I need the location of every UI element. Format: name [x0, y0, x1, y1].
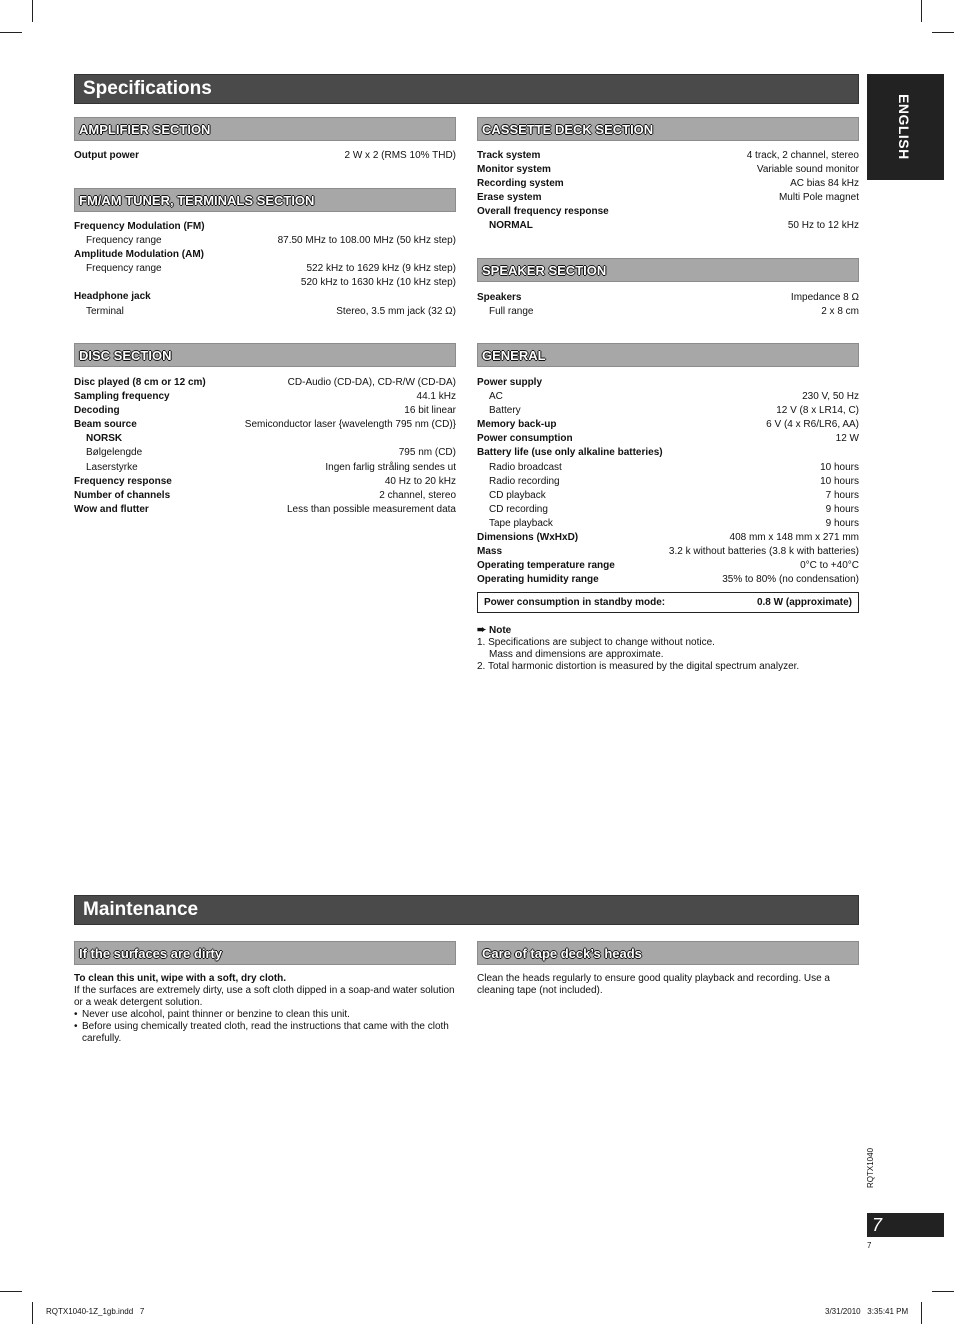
page-number-small: 7: [867, 1241, 872, 1250]
spec-label: Monitor system: [477, 164, 551, 176]
note-title: Note: [489, 625, 512, 636]
spec-label: Recording system: [477, 178, 564, 190]
note-line: 1. Specifications are subject to change without notice.: [477, 637, 715, 648]
spec-row: [477, 446, 859, 460]
spec-label: Number of channels: [74, 489, 171, 501]
spec-value: Stereo, 3.5 mm jack (32 Ω): [336, 305, 456, 317]
spec-label: Mass: [477, 546, 503, 558]
spec-label: Operating temperature range: [477, 560, 615, 572]
spec-row: [74, 248, 456, 262]
spec-row: [477, 432, 859, 446]
specifications-title-bar: [74, 74, 859, 104]
spec-row: [477, 376, 859, 390]
language-tab: [867, 74, 944, 180]
spec-value: 50 Hz to 12 kHz: [787, 220, 859, 232]
spec-value: 40 Hz to 20 kHz: [384, 475, 456, 487]
spec-row: [74, 234, 456, 248]
spec-row: [477, 149, 859, 163]
page-number-box: [867, 1213, 944, 1237]
arrow-icon: ➨: [477, 624, 487, 636]
spec-value: 35% to 80% (no condensation): [722, 574, 859, 586]
document-code: RQTX1040: [866, 1147, 875, 1188]
spec-value: 0°C to +40°C: [800, 560, 859, 572]
spec-row: [477, 573, 859, 587]
tuner-section-heading: [74, 188, 456, 212]
spec-row: [74, 220, 456, 234]
section-heading-text: SPEAKER SECTION: [482, 263, 607, 278]
spec-value: 12 V (8 x LR14, C): [776, 405, 859, 417]
section-heading-text: GENERAL: [482, 348, 546, 363]
crop-mark: [932, 1291, 954, 1292]
spec-label: CD playback: [489, 489, 546, 501]
general-section-heading: [477, 343, 859, 367]
spec-value: 2 channel, stereo: [379, 489, 456, 501]
section-heading-text: Care of tape deck’s heads: [482, 946, 642, 961]
crop-mark: [932, 32, 954, 33]
spec-row: [477, 177, 859, 191]
spec-row: [74, 432, 456, 446]
spec-label: Wow and flutter: [74, 503, 149, 515]
spec-label: Speakers: [477, 292, 522, 303]
spec-row: [477, 219, 859, 233]
spec-label: AC: [489, 391, 503, 403]
tape-heads-section-heading: [477, 941, 859, 965]
spec-value: CD-Audio (CD-DA), CD-R/W (CD-DA): [287, 377, 456, 388]
section-heading-text: DISC SECTION: [79, 348, 172, 363]
spec-value: Ingen farlig stråling sendes ut: [325, 461, 456, 473]
note-line: Mass and dimensions are approximate.: [489, 649, 664, 660]
spec-label: Battery: [489, 405, 521, 417]
spec-label: Bølgelengde: [86, 447, 143, 459]
spec-label: Battery life (use only alkaline batteries): [477, 447, 663, 459]
spec-label: Sampling frequency: [74, 391, 170, 403]
spec-label: Full range: [489, 306, 534, 318]
crop-mark: [921, 1302, 922, 1324]
spec-label: Radio recording: [489, 475, 560, 487]
spec-value: 2 x 8 cm: [821, 306, 859, 318]
note-heading: [477, 624, 859, 637]
disc-section-heading: [74, 343, 456, 367]
spec-label: CD recording: [489, 503, 548, 515]
spec-label: NORMAL: [489, 220, 533, 232]
spec-value: 16 bit linear: [404, 405, 456, 417]
spec-label: Dimensions (WxHxD): [477, 532, 579, 544]
spec-row: [74, 446, 456, 460]
spec-value: 522 kHz to 1629 kHz (9 kHz step): [306, 263, 456, 275]
spec-row: [477, 559, 859, 573]
spec-label: Disc played (8 cm or 12 cm): [74, 377, 206, 388]
crop-mark: [32, 1302, 33, 1324]
spec-label: Operating humidity range: [477, 574, 599, 586]
section-heading-text: FM/AM TUNER, TERMINALS SECTION: [79, 193, 315, 208]
spec-row: [477, 517, 859, 531]
crop-mark: [32, 0, 33, 22]
amplifier-spec-list: [74, 149, 456, 163]
spec-label: Laserstyrke: [86, 461, 138, 473]
cassette-spec-list: [477, 149, 859, 234]
spec-row: [477, 205, 859, 219]
spec-label: Power consumption: [477, 433, 573, 445]
disc-spec-list: [74, 376, 456, 517]
spec-row: [477, 291, 859, 305]
spec-value: 2 W x 2 (RMS 10% THD): [344, 150, 456, 161]
spec-value: Semiconductor laser {wavelength 795 nm (CD)}: [244, 419, 456, 431]
spec-row: [74, 149, 456, 163]
tuner-spec-list: [74, 220, 456, 319]
language-label: ENGLISH: [896, 94, 912, 160]
page-title: Specifications: [83, 78, 212, 99]
spec-label: NORSK: [86, 433, 123, 445]
spec-row: [477, 418, 859, 432]
spec-row: [477, 461, 859, 475]
spec-value: Multi Pole magnet: [778, 192, 859, 204]
spec-value: Less than possible measurement data: [287, 503, 456, 515]
spec-row: [477, 404, 859, 418]
standby-label: Power consumption in standby mode:: [484, 597, 666, 608]
crop-mark: [0, 1291, 22, 1292]
note-block: [477, 624, 859, 673]
spec-label: Terminal: [86, 305, 124, 317]
spec-row: [74, 503, 456, 517]
spec-label: Decoding: [74, 405, 120, 417]
spec-value: 12 W: [835, 433, 859, 445]
list-item: • Before using chemically treated cloth, read the instructions that came with the cloth carefully.: [74, 1021, 456, 1045]
speaker-section-heading: [477, 258, 859, 282]
crop-mark: [921, 0, 922, 22]
spec-row: [477, 305, 859, 319]
spec-value: 230 V, 50 Hz: [802, 391, 859, 403]
spec-label: Headphone jack: [74, 291, 151, 303]
spec-row: [74, 461, 456, 475]
section-heading-text: CASSETTE DECK SECTION: [482, 122, 654, 137]
spec-label: Memory back-up: [477, 419, 557, 431]
spec-value: 87.50 MHz to 108.00 MHz (50 kHz step): [277, 235, 456, 247]
spec-value: 9 hours: [825, 517, 859, 529]
spec-value: 10 hours: [820, 475, 859, 487]
spec-label: Frequency range: [86, 263, 162, 275]
spec-label: Radio broadcast: [489, 461, 562, 473]
spec-label: Erase system: [477, 192, 542, 204]
spec-row: [74, 418, 456, 432]
spec-row: [74, 262, 456, 276]
standby-power-box: [477, 592, 859, 613]
spec-label: Tape playback: [489, 517, 553, 529]
spec-label: Frequency range: [86, 235, 162, 247]
list-item: • Never use alcohol, paint thinner or benzine to clean this unit.: [74, 1009, 456, 1021]
speaker-spec-list: [477, 291, 859, 319]
spec-value: AC bias 84 kHz: [790, 178, 859, 190]
spec-value: Variable sound monitor: [756, 164, 859, 176]
spec-value: 3.2 k without batteries (3.8 k with batteries): [668, 546, 859, 558]
surfaces-paragraph: If the surfaces are extremely dirty, use a soft cloth dipped in a soap-and water solution or a weak detergent solution.: [74, 985, 455, 1008]
spec-label: Output power: [74, 150, 139, 161]
spec-value: 10 hours: [820, 461, 859, 473]
tape-heads-text: Clean the heads regularly to ensure good quality playback and recording. Use a cleaning tape (not included).: [477, 973, 830, 996]
spec-row: [74, 376, 456, 390]
standby-value: 0.8 W (approximate): [756, 597, 852, 608]
spec-row: [477, 390, 859, 404]
maintenance-title-bar: [74, 895, 859, 925]
spec-label: Power supply: [477, 377, 543, 388]
spec-row: [477, 475, 859, 489]
section-heading-text: AMPLIFIER SECTION: [79, 122, 211, 137]
spec-row: [477, 531, 859, 545]
spec-label: Frequency response: [74, 475, 172, 487]
spec-row: [477, 163, 859, 177]
spec-row: [477, 489, 859, 503]
spec-value: 6 V (4 x R6/LR6, AA): [766, 419, 859, 431]
spec-value: Impedance 8 Ω: [790, 292, 859, 303]
spec-value: 795 nm (CD): [398, 447, 456, 459]
footer-filename: RQTX1040-1Z_1gb.indd 7: [46, 1307, 145, 1316]
crop-mark: [0, 32, 22, 33]
surfaces-text: [74, 973, 456, 1045]
spec-label: Amplitude Modulation (AM): [74, 249, 204, 261]
general-spec-list: [477, 376, 859, 587]
spec-label: Beam source: [74, 419, 137, 431]
spec-value: 408 mm x 148 mm x 271 mm: [729, 532, 859, 544]
surfaces-bold-line: To clean this unit, wipe with a soft, dry cloth.: [74, 973, 287, 984]
spec-value: 9 hours: [825, 503, 859, 515]
spec-row: [74, 305, 456, 319]
note-line: 2. Total harmonic distortion is measured by the digital spectrum analyzer.: [477, 661, 800, 672]
spec-value: 520 kHz to 1630 kHz (10 kHz step): [300, 277, 456, 289]
spec-value: 7 hours: [825, 489, 859, 501]
amplifier-section-heading: [74, 117, 456, 141]
spec-row: [477, 545, 859, 559]
spec-label: Track system: [477, 150, 541, 161]
footer-timestamp: 3/31/2010 3:35:41 PM: [825, 1307, 909, 1316]
spec-row: [477, 191, 859, 205]
section-heading-text: If the surfaces are dirty: [79, 946, 223, 961]
spec-row: [74, 290, 456, 304]
spec-label: Frequency Modulation (FM): [74, 221, 205, 232]
spec-row: [74, 475, 456, 489]
cassette-section-heading: [477, 117, 859, 141]
spec-row: [74, 489, 456, 503]
page-number: 7: [872, 1215, 883, 1235]
spec-row: [477, 503, 859, 517]
spec-value: 4 track, 2 channel, stereo: [746, 150, 859, 161]
maintenance-title: Maintenance: [83, 899, 199, 920]
spec-row: [74, 276, 456, 290]
spec-row: [74, 404, 456, 418]
spec-label: Overall frequency response: [477, 206, 609, 218]
spec-row: [74, 390, 456, 404]
surfaces-section-heading: [74, 941, 456, 965]
spec-value: 44.1 kHz: [416, 391, 456, 403]
